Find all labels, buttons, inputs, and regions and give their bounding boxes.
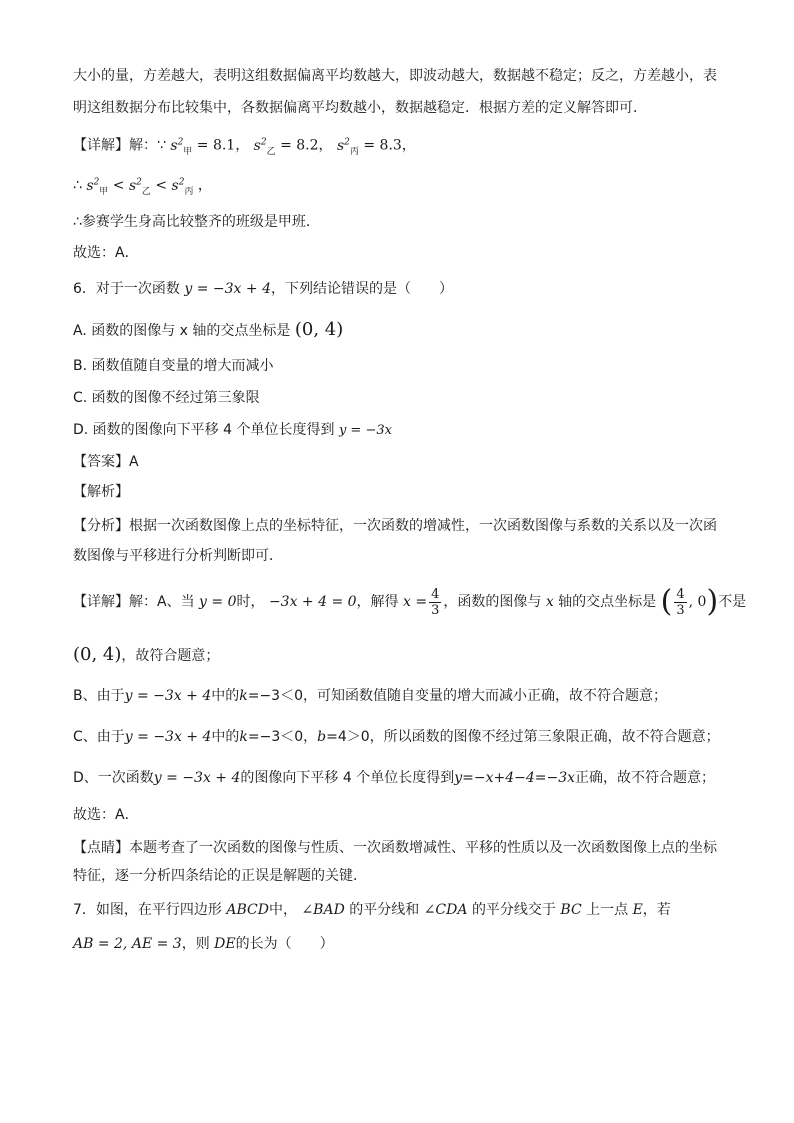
- detail-line-d: [73, 768, 715, 788]
- lt-sign: <: [155, 177, 168, 194]
- option-c: C. 函数的图像不经过第三象限: [73, 390, 260, 406]
- text-span: 的平分线和: [349, 902, 420, 918]
- equation: x =: [403, 594, 428, 610]
- text-span: 不是: [718, 594, 747, 610]
- detail-line-a2: [73, 645, 219, 666]
- fraction: $\frac{4}{3}$: [676, 586, 685, 618]
- text-span: 时，: [236, 594, 265, 610]
- equation: AB = 2, AE = 3: [73, 936, 182, 952]
- paren-right: ): [706, 584, 719, 619]
- option-a: [73, 320, 343, 341]
- variable: b: [317, 729, 327, 745]
- text-span: ，下列结论错误的是（ ）: [271, 281, 453, 297]
- text-span: ，若: [642, 902, 671, 918]
- text-span: D、一次函数: [73, 770, 154, 786]
- text-line: 明这组数据分布比较集中，各数据偏离平均数越小，数据越稳定．根据方差的定义解答即可．: [73, 100, 647, 116]
- text-span: ，: [197, 177, 212, 194]
- text-span: D. 函数的图像向下平移 4 个单位长度得到: [73, 422, 335, 438]
- text-line: 故选：A．: [73, 807, 139, 823]
- value-span: = 8.2，: [280, 137, 333, 154]
- detail-line-b: [73, 686, 667, 706]
- paren-left: (: [660, 584, 673, 619]
- variable: DE: [214, 936, 236, 952]
- text-span: 轴的交点坐标是: [558, 594, 657, 610]
- question-7-line2: [73, 934, 334, 954]
- variable: E: [632, 902, 643, 918]
- text-span: =−3＜0，可知函数值随自变量的增大而减小正确，故不符合题意；: [247, 688, 667, 704]
- text-span: ∴: [73, 177, 82, 194]
- variable: BC: [560, 902, 582, 918]
- variable: ABCD: [226, 902, 269, 918]
- fraction: $\frac{4}{3}$: [431, 586, 440, 618]
- point: (0, 4): [73, 644, 122, 665]
- text-span: ，故符合题意；: [121, 648, 220, 664]
- equation: y = −3x + 4: [153, 770, 241, 786]
- text-span: =4＞0，所以函数的图像不经过第三象限正确，故不符合题意；: [326, 729, 720, 745]
- text-line: 故选：A．: [73, 245, 139, 261]
- equation: y = −3x + 4: [124, 729, 212, 745]
- equation: y=−x+4−4=−3x: [454, 770, 576, 786]
- text-line: 【点睛】本题考查了一次函数的图像与性质、一次函数增减性、平移的性质以及一次函数图像上点的坐标: [73, 840, 717, 856]
- text-span: B、由于: [73, 688, 125, 704]
- text-span: ，函数的图像与: [443, 594, 542, 610]
- text-span: ，则: [181, 936, 210, 952]
- variance-jia: $s^2_甲$: [170, 137, 193, 157]
- point-tail: , 0: [688, 594, 707, 610]
- angle: ∠CDA: [423, 902, 468, 918]
- text-span: =−3＜0，: [247, 729, 318, 745]
- point: (0, 4): [294, 319, 344, 340]
- variance-bing: $s^2_丙$: [336, 137, 359, 157]
- text-line: 特征，逐一分析四条结论的正误是解题的关键．: [73, 868, 367, 884]
- text-span: 的图像向下平移 4 个单位长度得到: [240, 770, 455, 786]
- equation: y = −3x + 4: [184, 281, 271, 297]
- question-6: [73, 279, 453, 299]
- detail-tag: 【详解】: [73, 137, 129, 154]
- equation: y = 0: [199, 594, 237, 610]
- text-span: A. 函数的图像与 x 轴的交点坐标是: [73, 323, 291, 339]
- text-span: 的长为（ ）: [235, 936, 334, 952]
- text-span: 7．如图，在平行四边形: [73, 902, 222, 918]
- angle: ∠BAD: [301, 902, 345, 918]
- value-span: = 8.3，: [363, 137, 416, 154]
- text-span: 正确，故不符合题意；: [575, 770, 716, 786]
- analysis-heading: 【解析】: [73, 484, 129, 500]
- equation: −3x + 4 = 0: [268, 594, 357, 610]
- variable: k: [239, 688, 248, 704]
- variance-jia: $s^2_甲$: [86, 177, 109, 197]
- text-span: 的平分线交于: [471, 902, 556, 918]
- text-line: 数图像与平移进行分析判断即可．: [73, 548, 283, 564]
- option-d: [73, 420, 392, 441]
- text-line: 【分析】根据一次函数图像上点的坐标特征，一次函数的增减性，一次函数图像与系数的关系以及一次函: [73, 518, 717, 534]
- text-span: 中的: [211, 688, 240, 704]
- variance-yi: $s^2_乙$: [128, 177, 151, 197]
- variance-bing: $s^2_丙$: [171, 177, 194, 197]
- text-line: ∴参赛学生身高比较整齐的班级是甲班．: [73, 214, 320, 230]
- text-span: 中的: [211, 729, 240, 745]
- detail-tag: 【详解】: [73, 594, 129, 610]
- answer-line: 【答案】A: [73, 454, 139, 470]
- variance-yi: $s^2_乙$: [253, 137, 276, 157]
- equation: y = −3x + 4: [124, 688, 212, 704]
- inequality-line: [73, 172, 212, 201]
- variable: k: [239, 729, 248, 745]
- text-span: 上一点: [586, 902, 629, 918]
- text-span: 中，: [268, 902, 297, 918]
- question-7: [73, 900, 671, 920]
- text-span: 解：A、当: [129, 594, 195, 610]
- detail-line-c: [73, 727, 720, 747]
- equation: y = −3x: [338, 423, 392, 438]
- lt-sign: <: [112, 177, 125, 194]
- text-span: C、由于: [73, 729, 125, 745]
- text-span: 解：∵: [129, 137, 166, 154]
- variable: x: [545, 594, 554, 610]
- text-span: ，解得: [356, 594, 399, 610]
- detail-line-variance: [73, 132, 416, 161]
- option-b: B. 函数值随自变量的增大而减小: [73, 358, 274, 374]
- value-span: = 8.1，: [196, 137, 250, 154]
- text-span: 6．对于一次函数: [73, 281, 180, 297]
- text-line: 大小的量，方差越大，表明这组数据偏离平均数越大，即波动越大，数据越不稳定；反之，方差越小，表: [73, 68, 717, 84]
- detail-line-a: [73, 585, 746, 619]
